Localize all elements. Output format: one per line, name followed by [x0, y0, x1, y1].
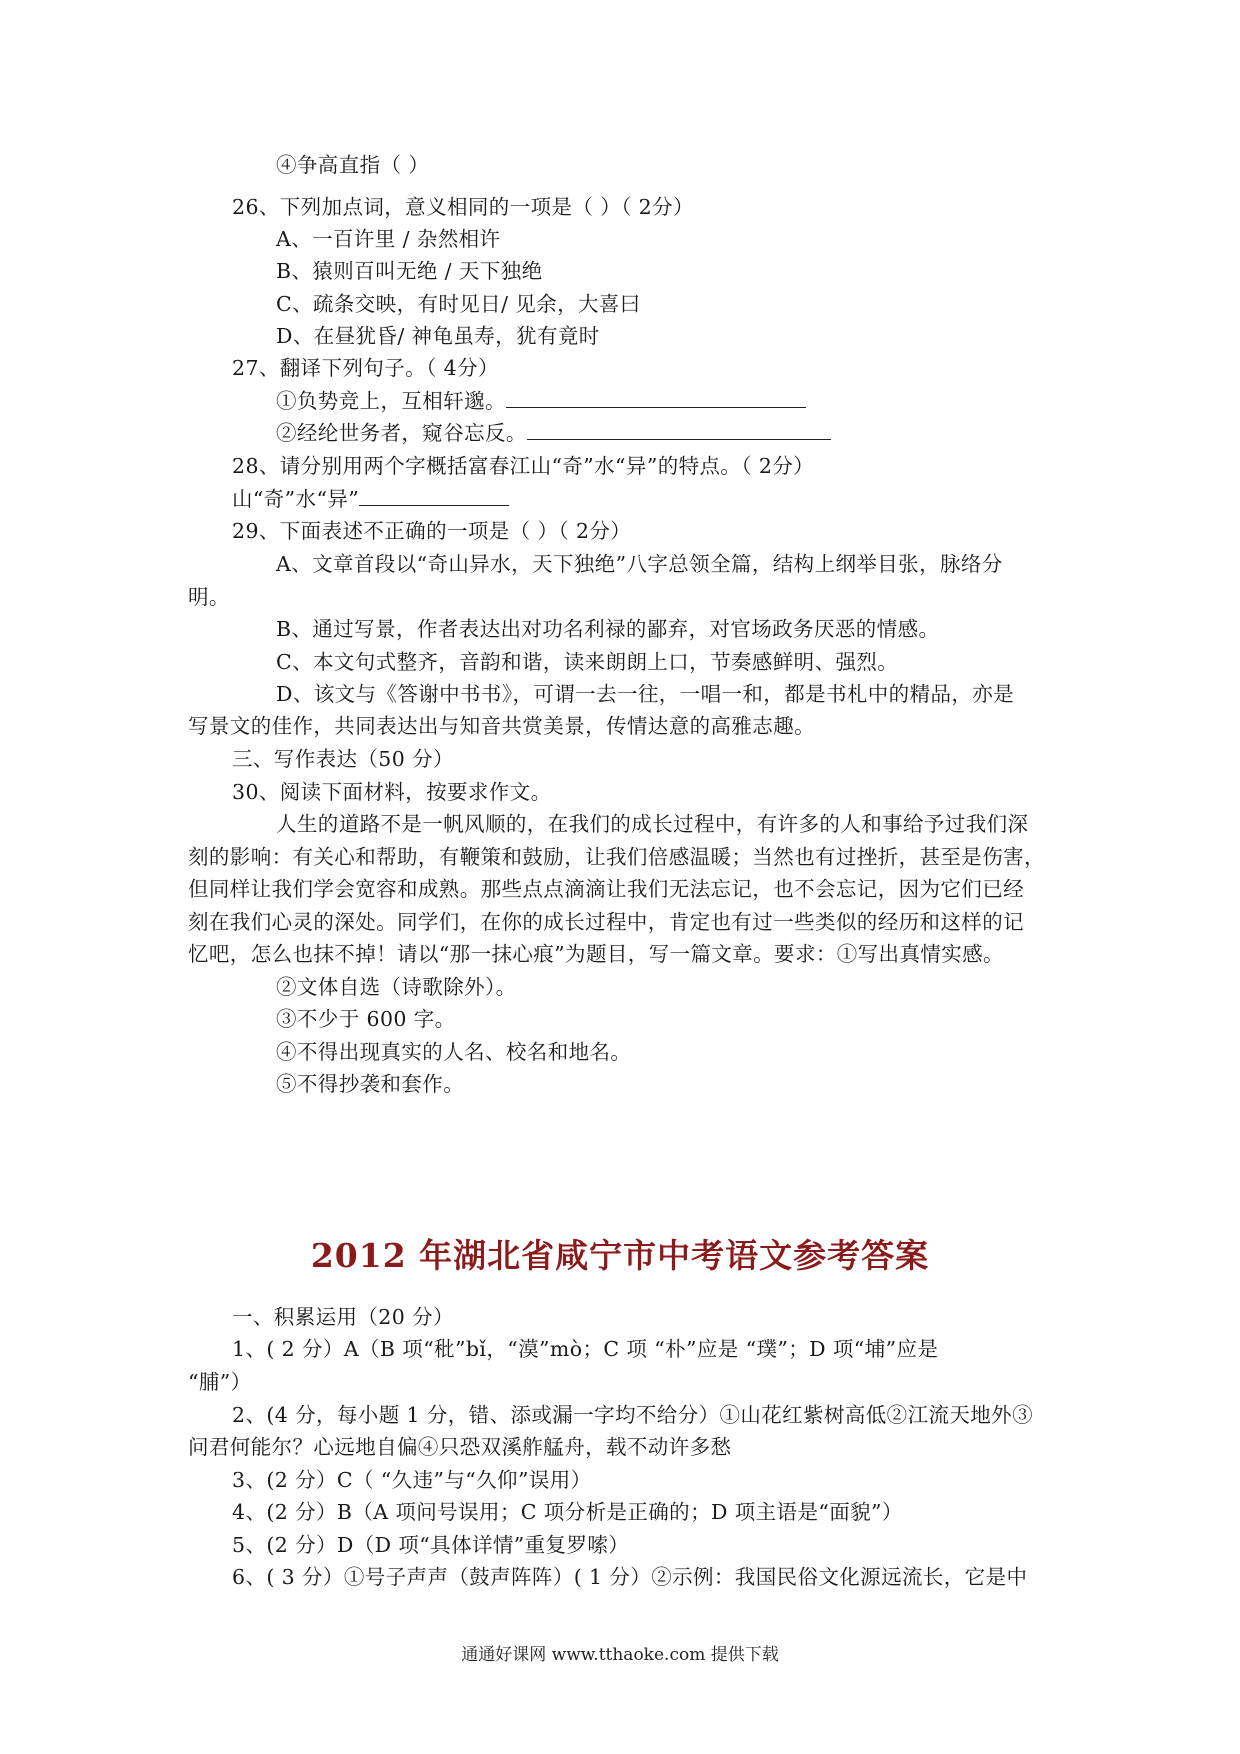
requirement-4: ④不得出现真实的人名、校名和地名。	[276, 1040, 632, 1064]
section-3-heading: 三、写作表达（50 分）	[232, 747, 454, 771]
q27-sentence-2-text: ②经纶世务者，窥谷忘反。	[276, 421, 527, 445]
material-line-2: 刻的影响：有关心和帮助，有鞭策和鼓励，让我们倍感温暖；当然也有过挫折，甚至是伤害，	[188, 845, 1045, 869]
question-26: 26、下列加点词，意义相同的一项是（ ）（ 2分）	[232, 195, 694, 219]
answer-3: 3、(2 分）C（ “久违”与“久仰”误用）	[232, 1468, 592, 1492]
material-line-3: 但同样让我们学会宽容和成熟。那些点点滴滴让我们无法忘记，也不会忘记，因为它们已经	[188, 877, 1024, 901]
answer-1-line2: “脯”）	[188, 1370, 252, 1394]
q29-option-a-line1: A、文章首段以“奇山异水，天下独绝”八字总领全篇，结构上纲举目张，脉络分	[276, 552, 1003, 576]
q28-answer-label: 山“奇”水“异”	[232, 487, 360, 511]
q29-option-d-line1: D、该文与《答谢中书书》，可谓一去一往，一唱一和，都是书札中的精品，亦是	[276, 682, 1015, 706]
question-30: 30、阅读下面材料，按要求作文。	[232, 780, 552, 804]
material-line-5: 忆吧，怎么也抹不掉！请以“那一抹心痕”为题目，写一篇文章。要求：①写出真情实感。	[188, 942, 1004, 966]
answer-blank[interactable]	[527, 421, 831, 440]
requirement-3: ③不少于 600 字。	[276, 1007, 456, 1031]
q26-option-c: C、疏条交映，有时见日/ 见余，大喜曰	[276, 292, 641, 316]
q26-option-d: D、在昼犹昏/ 神龟虽寿，犹有竟时	[276, 324, 600, 348]
q26-option-b: B、猿则百叫无绝 / 天下独绝	[276, 259, 543, 283]
answer-2-line2: 问君何能尔？心远地自偏④只恐双溪舴艋舟，载不动许多愁	[188, 1435, 732, 1459]
q27-sentence-1-text: ①负势竞上，互相轩邈。	[276, 389, 506, 413]
question-28: 28、请分别用两个字概括富春江山“奇”水“异”的特点。（ 2分）	[232, 454, 815, 478]
q26-option-a: A、一百许里 / 杂然相许	[276, 227, 501, 251]
q25-item-4: ④争高直指（ ）	[276, 153, 430, 177]
requirement-2: ②文体自选（诗歌除外）。	[276, 975, 517, 999]
answer-5: 5、(2 分）D（D 项“具体详情”重复罗嗦）	[232, 1533, 630, 1557]
answer-section-1-heading: 一、积累运用（20 分）	[232, 1305, 454, 1329]
q29-option-d-line2: 写景文的佳作，共同表达出与知音共赏美景，传情达意的高雅志趣。	[188, 714, 815, 738]
q27-sentence-1	[276, 388, 806, 414]
answer-blank[interactable]	[506, 389, 806, 408]
q27-sentence-2	[276, 420, 831, 446]
answer-blank[interactable]	[359, 487, 509, 506]
answer-title: 2012 年湖北省咸宁市中考语文参考答案	[310, 1236, 930, 1275]
answer-2-line1: 2、(4 分，每小题 1 分，错、添或漏一字均不给分）①山花红紫树高低②江流天地外③	[232, 1403, 1033, 1427]
page-footer: 通通好课网 www.tthaoke.com 提供下载	[461, 1645, 779, 1665]
material-line-4: 刻在我们心灵的深处。同学们，在你的成长过程中，肯定也有过一些类似的经历和这样的记	[188, 910, 1024, 934]
q29-option-c: C、本文句式整齐，音韵和谐，读来朗朗上口，节奏感鲜明、强烈。	[276, 650, 899, 674]
answer-6-line1: 6、( 3 分）①号子声声（鼓声阵阵）( 1 分）②示例：我国民俗文化源远流长，它是中	[232, 1565, 1028, 1589]
answer-4: 4、(2 分）B（A 项问号误用；C 项分析是正确的；D 项主语是“面貌”）	[232, 1500, 903, 1524]
q29-option-b: B、通过写景，作者表达出对功名利禄的鄙弃，对官场政务厌恶的情感。	[276, 617, 940, 641]
q29-option-a-line2: 明。	[188, 585, 230, 609]
material-line-1: 人生的道路不是一帆风顺的，在我们的成长过程中，有许多的人和事给予过我们深	[276, 812, 1029, 836]
q28-answer-line	[232, 486, 509, 512]
question-27: 27、翻译下列句子。（ 4分）	[232, 356, 499, 380]
requirement-5: ⑤不得抄袭和套作。	[276, 1072, 465, 1096]
answer-1-line1: 1、( 2 分）A（B 项“秕”bǐ，“漠”mò；C 项 “朴”应是 “璞”；D 项“埔”应是	[232, 1337, 939, 1361]
question-29: 29、下面表述不正确的一项是（ ）（ 2分）	[232, 519, 632, 543]
